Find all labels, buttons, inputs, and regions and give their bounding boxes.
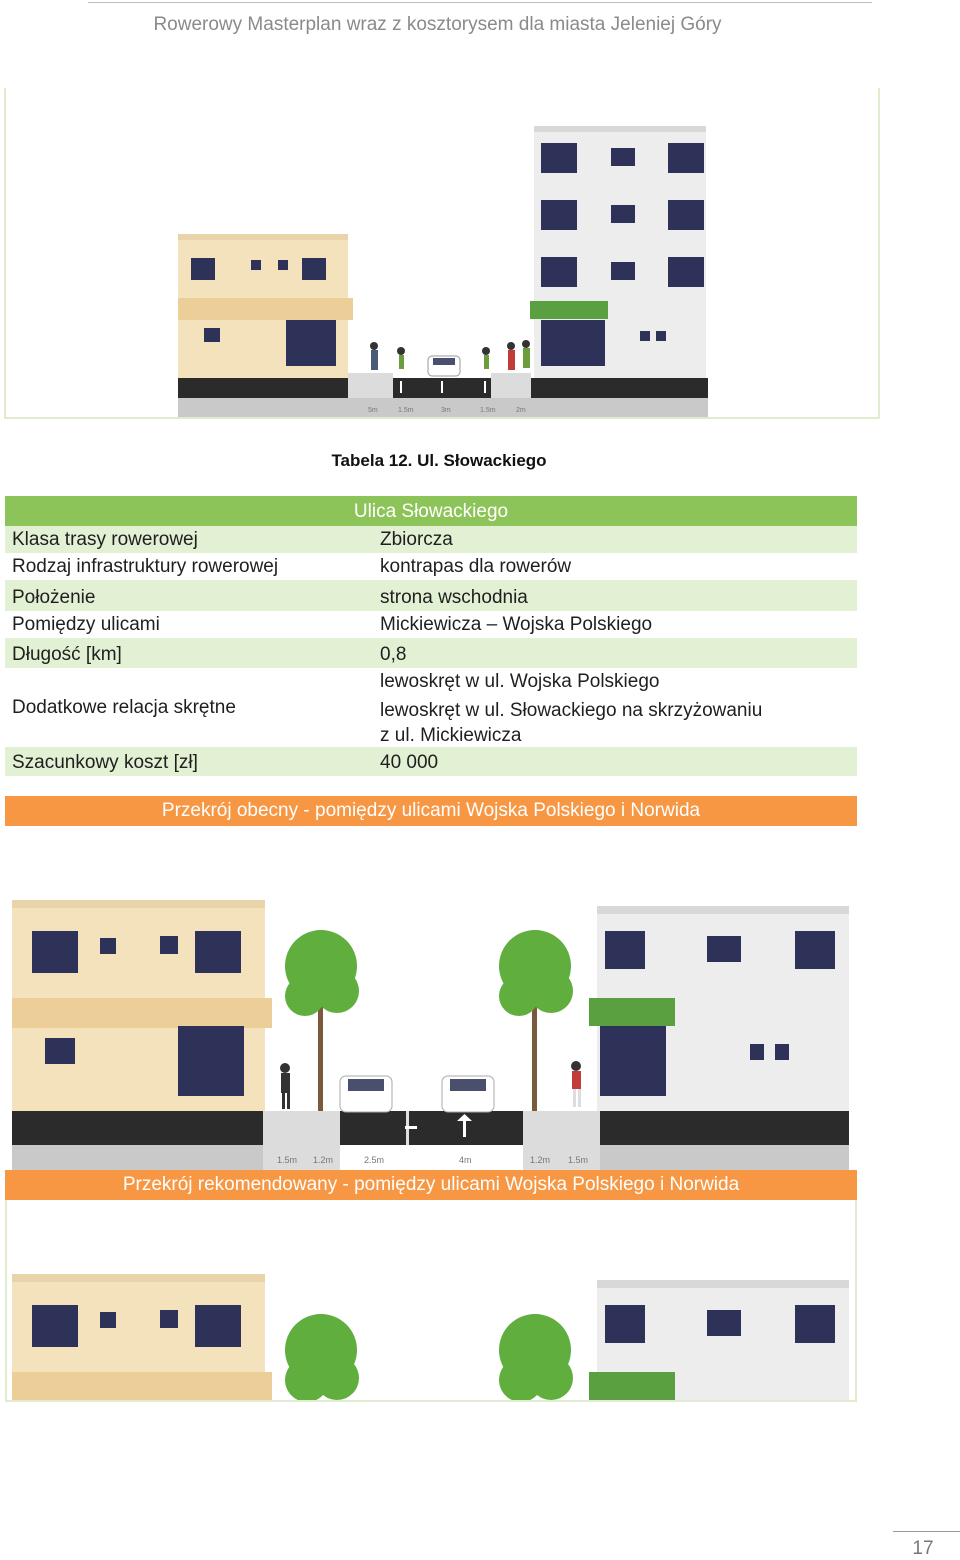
row-label: Położenie bbox=[5, 580, 373, 611]
section-recommended-header: Przekrój rekomendowany - pomiędzy ulicami Wojska Polskiego i Norwida bbox=[5, 1170, 857, 1200]
street-illustration-recommended bbox=[5, 1200, 857, 1402]
table-row bbox=[5, 553, 857, 580]
row-value-multiline bbox=[373, 668, 857, 747]
table-row bbox=[5, 611, 857, 638]
row-value: strona wschodnia bbox=[373, 580, 857, 611]
table-row bbox=[5, 747, 857, 776]
row-label: Szacunkowy koszt [zł] bbox=[5, 747, 373, 776]
table-title: Ulica Słowackiego bbox=[5, 496, 857, 526]
row-value: 0,8 bbox=[373, 638, 857, 668]
street-section-drawing bbox=[6, 88, 878, 418]
row-value: Mickiewicza – Wojska Polskiego bbox=[373, 611, 857, 638]
row-value: Zbiorcza bbox=[373, 526, 857, 553]
dim-label: 1.5m bbox=[480, 407, 496, 414]
table-row bbox=[5, 580, 857, 611]
table-row bbox=[5, 526, 857, 553]
table-row bbox=[5, 638, 857, 668]
row-label: Klasa trasy rowerowej bbox=[5, 526, 373, 553]
dim-label: 4m bbox=[459, 1155, 472, 1165]
table-title-row bbox=[5, 496, 857, 526]
dim-label: 1.5m bbox=[568, 1155, 589, 1165]
turn-relation: z ul. Mickiewicza bbox=[380, 725, 522, 746]
street-illustration-top bbox=[4, 88, 880, 419]
dim-label: 3m bbox=[441, 407, 451, 414]
header-rule bbox=[88, 2, 872, 3]
page-number: 17 bbox=[912, 1538, 934, 1559]
turn-relation: lewoskręt w ul. Wojska Polskiego bbox=[380, 671, 660, 692]
row-value: kontrapas dla rowerów bbox=[373, 553, 857, 580]
page-number-rule bbox=[893, 1531, 960, 1532]
row-label: Dodatkowe relacja skrętne bbox=[5, 668, 373, 747]
recommended-section-drawing bbox=[7, 1200, 855, 1400]
row-label: Pomiędzy ulicami bbox=[5, 611, 373, 638]
dim-label: 2.5m bbox=[364, 1155, 385, 1165]
dim-label: 5m bbox=[368, 407, 378, 414]
dim-label: 1.5m bbox=[398, 407, 414, 414]
row-label: Długość [km] bbox=[5, 638, 373, 668]
current-section-drawing bbox=[5, 826, 857, 1171]
dim-label: 1.2m bbox=[530, 1155, 551, 1165]
dim-label: 2m bbox=[516, 407, 526, 414]
street-illustration-current bbox=[5, 826, 857, 1171]
row-value: 40 000 bbox=[373, 747, 857, 776]
dim-label: 1.5m bbox=[277, 1155, 298, 1165]
section-current-header: Przekrój obecny - pomiędzy ulicami Wojska Polskiego i Norwida bbox=[5, 796, 857, 826]
table-row bbox=[5, 668, 857, 747]
row-label: Rodzaj infrastruktury rowerowej bbox=[5, 553, 373, 580]
document-header: Rowerowy Masterplan wraz z kosztorysem dla miasta Jeleniej Góry bbox=[153, 14, 722, 35]
dim-label: 1.2m bbox=[313, 1155, 334, 1165]
street-info-table bbox=[5, 496, 857, 776]
turn-relation: lewoskręt w ul. Słowackiego na skrzyżowaniu bbox=[380, 700, 763, 721]
table-caption: Tabela 12. Ul. Słowackiego bbox=[331, 451, 547, 470]
